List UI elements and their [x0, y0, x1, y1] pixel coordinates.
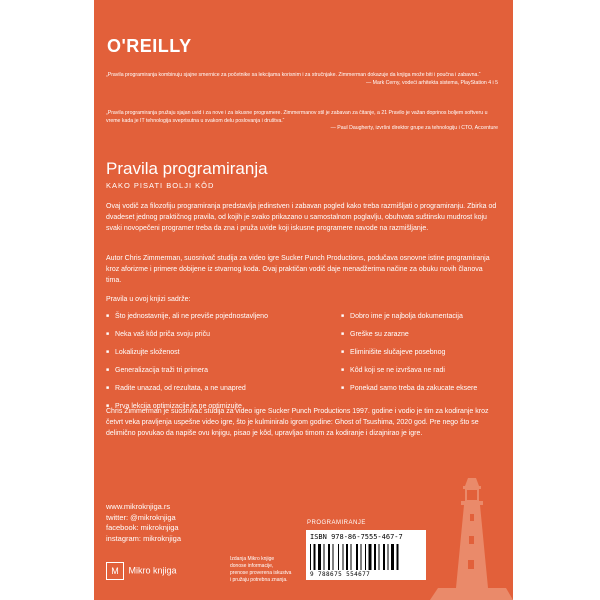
facebook-handle: facebook: mikroknjiga	[106, 523, 179, 532]
rule-item: ■ Prva lekcija optimizacije je ne optimizujte	[106, 401, 341, 419]
rules-heading: Pravila u ovoj knjizi sadrže:	[106, 296, 191, 303]
barcode-box	[306, 530, 426, 580]
rule-item: ■ Eliminišite slučajeve posebnog	[341, 347, 506, 365]
rule-item: ■ Neka vaš kôd priča svoju priču	[106, 329, 341, 347]
quote-1-attribution: — Mark Cerny, vodeći arhitekta sistema, PlayStation 4 i 5	[366, 79, 498, 86]
quote-2	[106, 110, 498, 133]
rule-item: ■ Ponekad samo treba da zakucate eksere	[341, 383, 506, 401]
barcode-digits: 9 788675 554677	[310, 571, 371, 578]
quote-1	[106, 72, 498, 87]
rule-item: ■ Kôd koji se ne izvršava ne radi	[341, 365, 506, 383]
publisher-note-line: Izdanja Mikro knjige	[230, 556, 275, 562]
twitter-handle: twitter: @mikroknjiga	[106, 512, 176, 522]
website-link[interactable]: www.mikroknjiga.rs	[106, 502, 171, 511]
book-title: Pravila programiranja	[106, 159, 268, 178]
publisher-icon: M	[106, 562, 124, 580]
book-subtitle: KAKO PISATI BOLJI KÔD	[106, 181, 215, 190]
quote-2-text: „Pravila programiranja pružaju sjajan uvid i za nove i za iskusne programere. Zimmermanov stil je zabavan za čitanje, a 21 Pravilo je važan doprinos boljem softveru u vreme kada je IT tehnologija sveprisutna u svakom delu poslovanja i društva.“	[106, 110, 488, 124]
author-paragraph: Autor Chris Zimmerman, suosnivač studija za video igre Sucker Punch Productions, podučava osnovne istine programiranja kroz aforizme i primere dobijene iz stvarnog koda. Ovaj praktičan vodič daje menadžerima načine za obuku novih članova tima.	[106, 255, 490, 284]
book-back-cover	[94, 0, 513, 600]
oreilly-logo: O'REILLY	[107, 36, 192, 56]
lighthouse-icon	[430, 470, 513, 600]
publisher-note-line: donose informacije,	[230, 563, 274, 569]
rules-list-right	[341, 311, 506, 401]
publisher-note-line: prenose proverena iskustva	[230, 570, 292, 576]
rule-item: ■ Dobro ime je najbolja dokumentacija	[341, 311, 506, 329]
rule-item: ■ Generalizacija traži tri primera	[106, 365, 341, 383]
quote-2-attribution: — Paul Daugherty, izvršni direktor grupe za tehnologiju i CTO, Accenture	[330, 125, 498, 132]
author-bio: Chris Zimmerman je suosnivač studija za video igre Sucker Punch Productions 1997. godine i vodio je tim za kodiranje kroz četvrt veka pravljenja uspešne video igre, što je kulminiralo igrom godine: Ghost of Tsushima, 2020 god. Pre nego što se delimično povukao da napiše ovu knjigu, pisao je kôd, upravljao timom za kodiranje i dizajnirao je igre.	[106, 408, 489, 437]
rule-item: ■ Radite unazad, od rezultata, a ne unapred	[106, 383, 341, 401]
publisher-note	[230, 556, 291, 584]
rule-item: ■ Lokalizujte složenost	[106, 347, 341, 365]
publisher-logo	[106, 562, 177, 580]
category-label: PROGRAMIRANJE	[307, 520, 366, 526]
instagram-handle: instagram: mikroknjiga	[106, 533, 182, 543]
quote-1-text: „Pravila programiranja kombinuju sjajne smernice za početnike sa lekcijama korisnim i za stručnjake. Zimmerman dokazuje da knjiga može biti i poučna i zabavna.“	[106, 72, 481, 78]
publisher-note-line: i pružaju potrebna znanja.	[230, 577, 288, 583]
barcode-icon	[310, 544, 422, 570]
isbn-text: ISBN 978-86-7555-467-7	[310, 533, 403, 541]
rule-item: ■ Što jednostavnije, ali ne previše pojednostavljeno	[106, 311, 341, 329]
web-links	[106, 502, 181, 544]
rule-item: ■ Greške su zarazne	[341, 329, 506, 347]
publisher-name: Mikro knjiga	[128, 565, 177, 576]
intro-paragraph: Ovaj vodič za filozofiju programiranja predstavlja jedinstven i zabavan pogled kako treba razmišljati o programiranju. Zbirka od dvadeset jednog praktičnog pravila, od kojih je svako prikazano u samostalnom poglavlju, obuhvata suštinsku mudrost koju svaki novopečeni programer treba da zna i pruža uvide koji iskusne programere navode na razmišljanje.	[106, 203, 497, 232]
rules-list-left	[106, 311, 341, 419]
